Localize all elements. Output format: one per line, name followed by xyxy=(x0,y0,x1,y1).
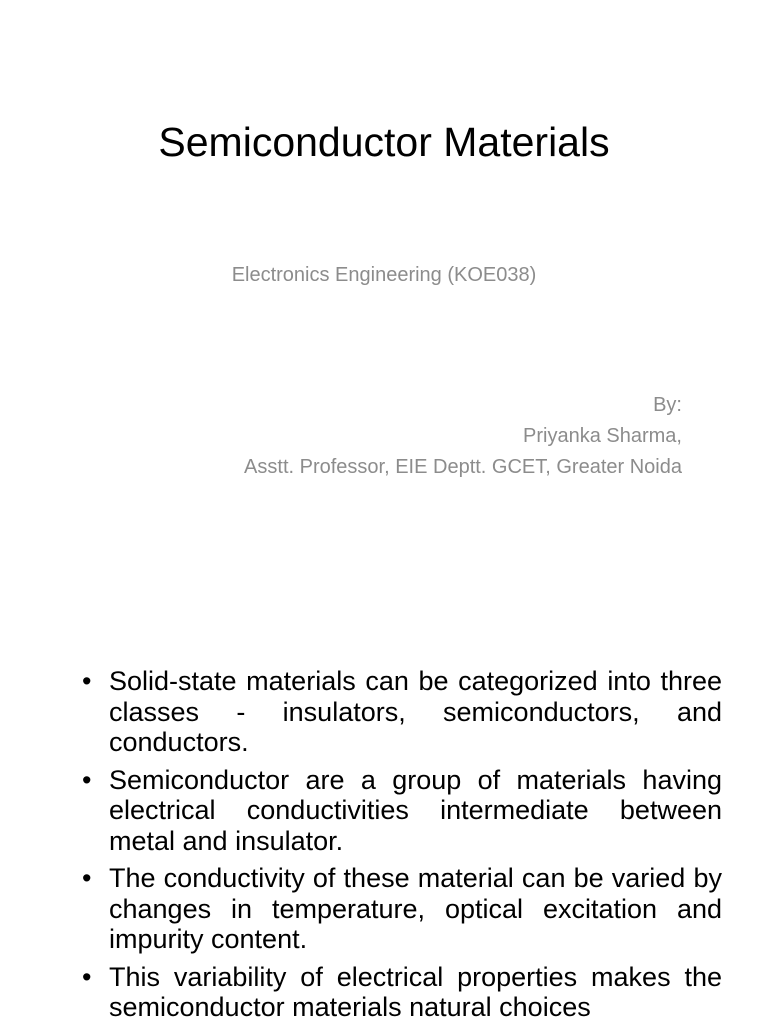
bullet-item xyxy=(80,765,722,857)
bullet-point-icon: • xyxy=(82,764,92,795)
slide-title: Semiconductor Materials xyxy=(158,119,610,165)
author-block xyxy=(244,390,682,483)
bullet-text: Semiconductor are a group of materials having electrical conductivities intermediate between metal and insulator. xyxy=(109,764,722,856)
author-by-label: By: xyxy=(653,394,682,416)
bullet-point-icon: • xyxy=(82,961,92,992)
bullet-point-icon: • xyxy=(82,666,92,696)
bullet-item xyxy=(80,863,722,955)
bullet-text: The conductivity of these material can be varied by changes in temperature, optical excitation and impurity content. xyxy=(109,863,722,954)
author-name: Priyanka Sharma, xyxy=(523,425,682,447)
bullet-text: Solid-state materials can be categorized into three classes - insulators, semiconductors, and conductors. xyxy=(109,666,722,757)
author-affiliation: Asstt. Professor, EIE Deptt. GCET, Greater Noida xyxy=(244,456,682,478)
bullet-list xyxy=(80,666,722,1024)
content-slide xyxy=(0,560,768,1024)
bullet-text: This variability of electrical properties makes the semiconductor materials natural choices xyxy=(109,961,722,1022)
bullet-item xyxy=(80,962,722,1023)
slide-subtitle: Electronics Engineering (KOE038) xyxy=(231,264,537,286)
bullet-item xyxy=(80,666,722,758)
bullet-point-icon: • xyxy=(82,863,92,893)
